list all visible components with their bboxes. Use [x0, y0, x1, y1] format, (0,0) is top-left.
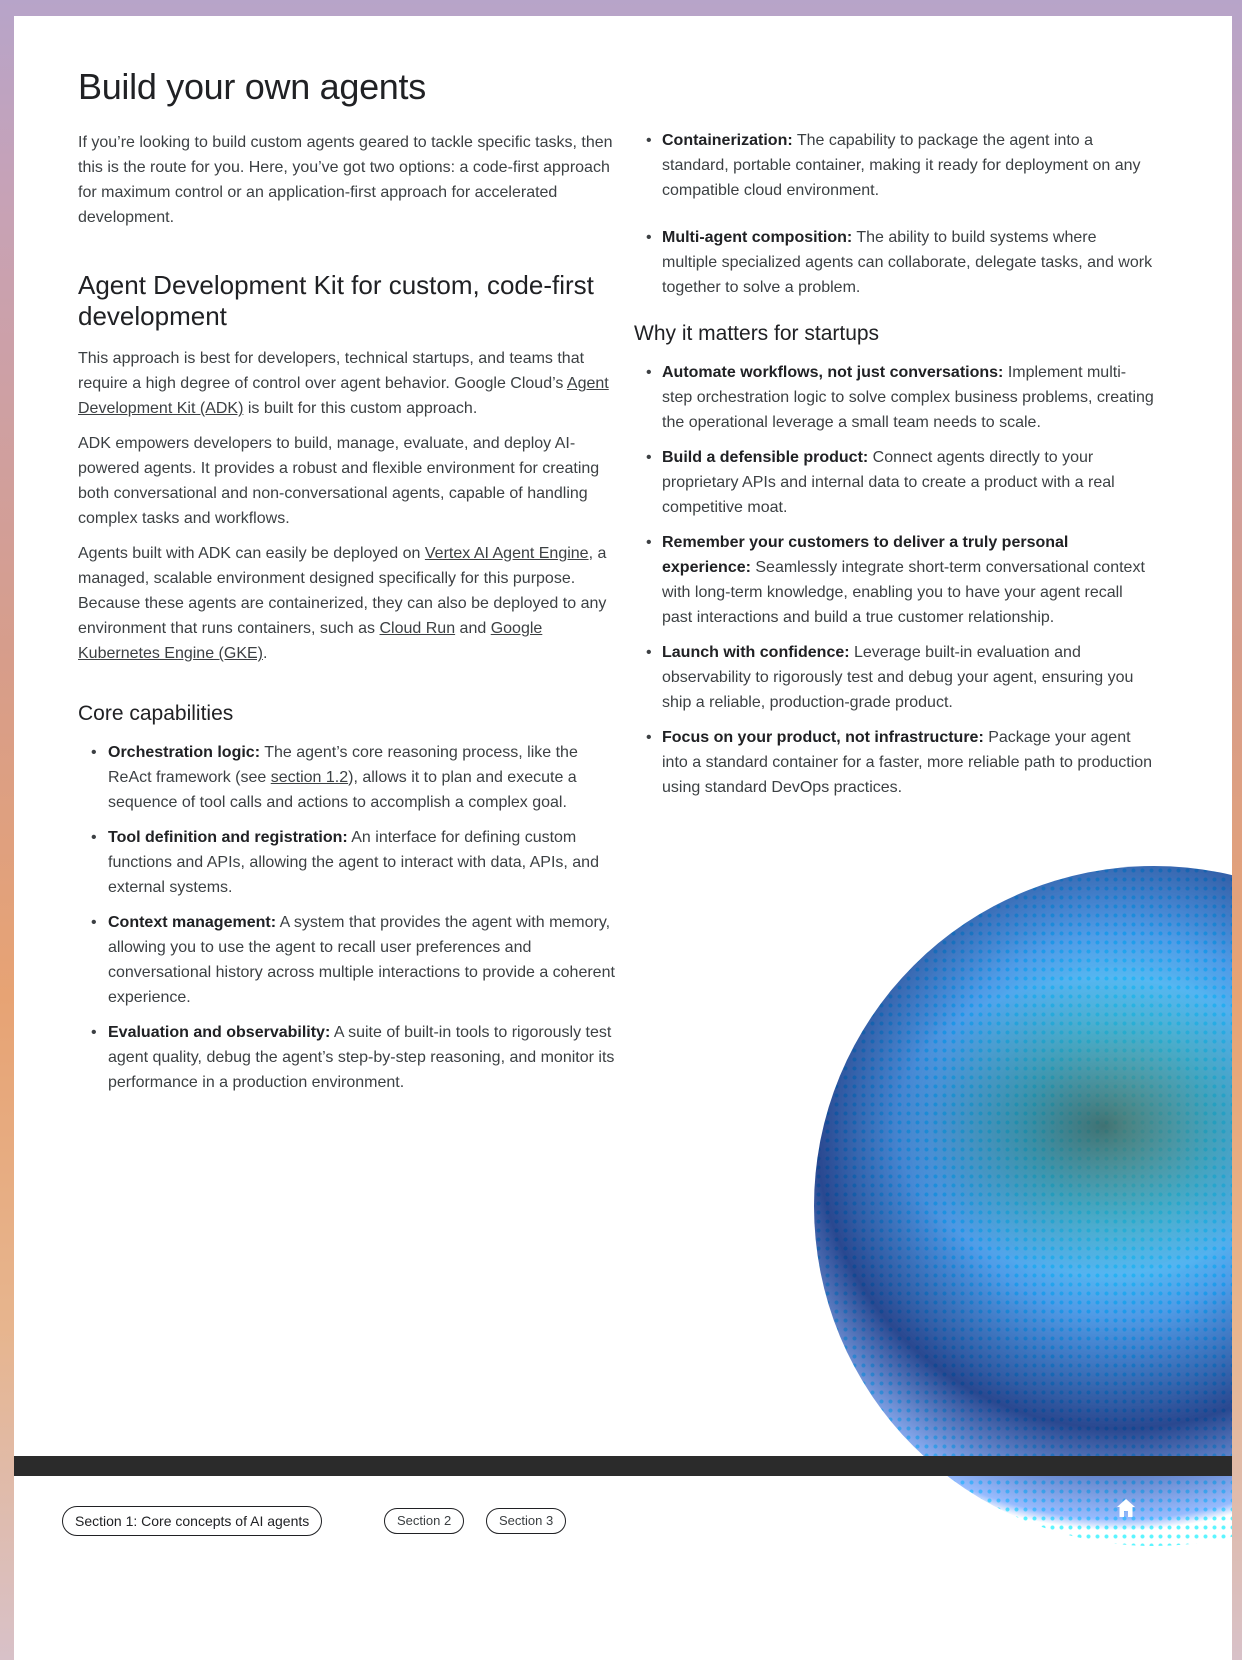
right-column — [634, 128, 1154, 810]
item-title: Launch with confidence: — [662, 644, 850, 661]
item-text: The ability to build systems where multiple specialized agents can collaborate, delegate tasks, and work together to solve a problem. — [662, 229, 1153, 296]
item-text-end: ), allows it to plan and execute a sequence of tool calls and actions to accomplish a complex goal. — [108, 769, 577, 811]
adk-heading: Agent Development Kit for custom, code-first development — [78, 270, 594, 331]
item-title: Context management: — [108, 914, 277, 931]
list-item — [78, 1020, 618, 1095]
item-title: Remember your customers to deliver a truly personal experience: — [662, 534, 1069, 576]
adk-paragraph-3 — [78, 541, 618, 666]
item-text: Seamlessly integrate short-term conversational context with long-term knowledge, enabling you to have your agent recall past interactions and build a true customer relationship. — [662, 559, 1145, 626]
item-title: Build a defensible product: — [662, 449, 869, 466]
adk-p3-text: Agents built with ADK can easily be deployed on — [78, 545, 425, 562]
item-title: Containerization: — [662, 132, 793, 149]
adk-paragraph-1 — [78, 346, 618, 421]
item-text: Connect agents directly to your proprietary APIs and internal data to create a product with a real competitive moat. — [662, 449, 1115, 516]
item-title: Multi-agent composition: — [662, 229, 853, 246]
adk-p3-and: and — [455, 620, 491, 637]
item-title: Automate workflows, not just conversations: — [662, 364, 1004, 381]
item-title: Focus on your product, not infrastructure: — [662, 729, 984, 746]
footer-bar — [14, 1456, 1232, 1476]
nav-section-1-button[interactable]: Section 1: Core concepts of AI agents — [62, 1506, 322, 1536]
list-item — [634, 445, 1154, 520]
item-text: Implement multi-step orchestration logic to solve complex business problems, creating the operational leverage a small team needs to scale. — [662, 364, 1154, 431]
item-title: Orchestration logic: — [108, 744, 261, 761]
adk-p1-end: is built for this custom approach. — [243, 400, 478, 417]
why-list — [634, 360, 1154, 800]
core-heading: Core capabilities — [78, 702, 234, 725]
cloud-run-link[interactable]: Cloud Run — [379, 620, 456, 637]
item-title: Evaluation and observability: — [108, 1024, 331, 1041]
list-item — [634, 225, 1154, 300]
why-heading: Why it matters for startups — [634, 322, 880, 345]
adk-link[interactable]: Agent Development Kit (ADK) — [78, 375, 609, 417]
home-icon[interactable] — [1114, 1496, 1138, 1520]
section-link[interactable]: section 1.2 — [270, 769, 349, 786]
list-item — [78, 910, 618, 1010]
item-text: Leverage built-in evaluation and observability to rigorously test and debug your agent, ensuring you ship a reliable, production-grade product. — [662, 644, 1134, 711]
adk-p3-end: . — [263, 645, 268, 662]
adk-p1-text: This approach is best for developers, technical startups, and teams that require a high degree of control over agent behavior. Google Cloud’s — [78, 350, 585, 392]
list-item — [634, 530, 1154, 630]
item-text: An interface for defining custom functions and APIs, allowing the agent to interact with data, APIs, and external systems. — [108, 829, 599, 896]
item-title: Tool definition and registration: — [108, 829, 348, 846]
item-text: The agent’s core reasoning process, like the ReAct framework (see — [108, 744, 578, 786]
item-text: Package your agent into a standard container for a faster, more reliable path to production using standard DevOps practices. — [662, 729, 1153, 796]
list-item — [634, 360, 1154, 435]
intro-paragraph: If you’re looking to build custom agents geared to tackle specific tasks, then this is the route for you. Here, you’ve got two options: a code-first approach for maximum control or an application-first approach for accelerated development. — [78, 134, 613, 226]
document-page — [14, 16, 1232, 1660]
capabilities-continued-list — [634, 128, 1154, 300]
item-text: A system that provides the agent with memory, allowing you to use the agent to recall user preferences and conversational history across multiple interactions to provide a coherent experience. — [108, 914, 615, 1006]
item-text: A suite of built-in tools to rigorously test agent quality, debug the agent’s step-by-step reasoning, and monitor its performance in a production environment. — [108, 1024, 615, 1091]
adk-paragraph-2: ADK empowers developers to build, manage, evaluate, and deploy AI-powered agents. It provides a robust and flexible environment for creating both conversational and non-conversational agents, capable of handling complex tasks and workflows. — [78, 435, 600, 527]
vertex-link[interactable]: Vertex AI Agent Engine — [424, 545, 589, 562]
list-item — [634, 725, 1154, 800]
list-item — [78, 740, 618, 815]
list-item — [634, 640, 1154, 715]
gke-link[interactable]: Google Kubernetes Engine (GKE) — [78, 620, 543, 662]
nav-section-2-button[interactable]: Section 2 — [384, 1508, 464, 1534]
nav-section-3-button[interactable]: Section 3 — [486, 1508, 566, 1534]
list-item — [78, 825, 618, 900]
left-column — [78, 66, 618, 1105]
page-title: Build your own agents — [78, 66, 426, 107]
adk-p3-mid: , a managed, scalable environment designed specifically for this purpose. Because these agents are containerized, they can also be deployed to any environment that runs containers, such as — [78, 545, 607, 637]
list-item — [634, 128, 1154, 203]
item-text: The capability to package the agent into a standard, portable container, making it ready for deployment on any compatible cloud environment. — [662, 132, 1141, 199]
core-list — [78, 740, 618, 1095]
